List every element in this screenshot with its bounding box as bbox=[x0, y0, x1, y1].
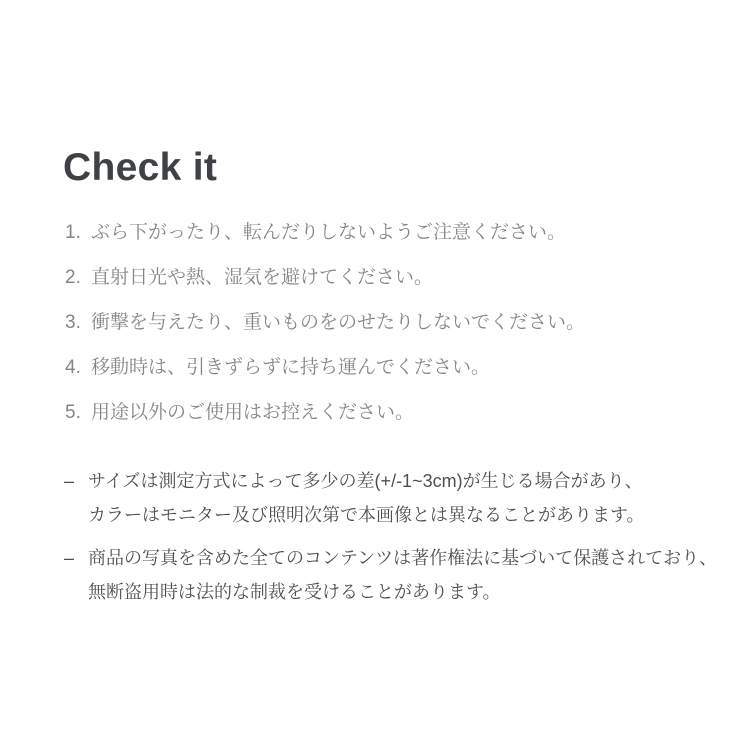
dash-marker: – bbox=[64, 548, 75, 568]
dash-marker: – bbox=[64, 471, 75, 491]
list-item-number: 4. bbox=[65, 357, 81, 378]
note-line: サイズは測定方式によって多少の差(+/-1~3cm)が生じる場合があり、 bbox=[88, 471, 643, 491]
list-item bbox=[65, 313, 685, 333]
note-item bbox=[64, 464, 704, 532]
note-line: 無断盗用時は法的な制裁を受けることがあります。 bbox=[88, 582, 501, 602]
list-item-text: 直射日光や熱、湿気を避けてください。 bbox=[91, 267, 434, 288]
list-item-text: ぶら下がったり、転んだりしないようご注意ください。 bbox=[91, 222, 567, 243]
list-item-text: 衝撃を与えたり、重いものをのせたりしないでください。 bbox=[91, 312, 586, 333]
list-item-number: 2. bbox=[65, 267, 81, 288]
note-line: 商品の写真を含めた全てのコンテンツは著作権法に基づいて保護されており、 bbox=[88, 548, 718, 568]
note-text bbox=[88, 541, 717, 609]
note-text bbox=[88, 464, 645, 532]
disclaimer-notes bbox=[64, 464, 718, 618]
list-item-text: 用途以外のご使用はお控えください。 bbox=[91, 402, 415, 423]
list-item-number: 3. bbox=[65, 312, 81, 333]
list-item bbox=[65, 268, 685, 288]
list-item bbox=[65, 223, 685, 243]
list-item bbox=[65, 403, 685, 423]
note-line: カラーはモニター及び照明次第で本画像とは異なることがあります。 bbox=[88, 505, 645, 525]
page-title: Check it bbox=[63, 146, 218, 189]
list-item-text: 移動時は、引きずらずに持ち運んでください。 bbox=[91, 357, 491, 378]
list-item-number: 5. bbox=[65, 402, 81, 423]
note-item bbox=[64, 541, 718, 609]
notice-list bbox=[65, 223, 685, 448]
list-item-number: 1. bbox=[65, 222, 81, 243]
list-item bbox=[65, 358, 685, 378]
